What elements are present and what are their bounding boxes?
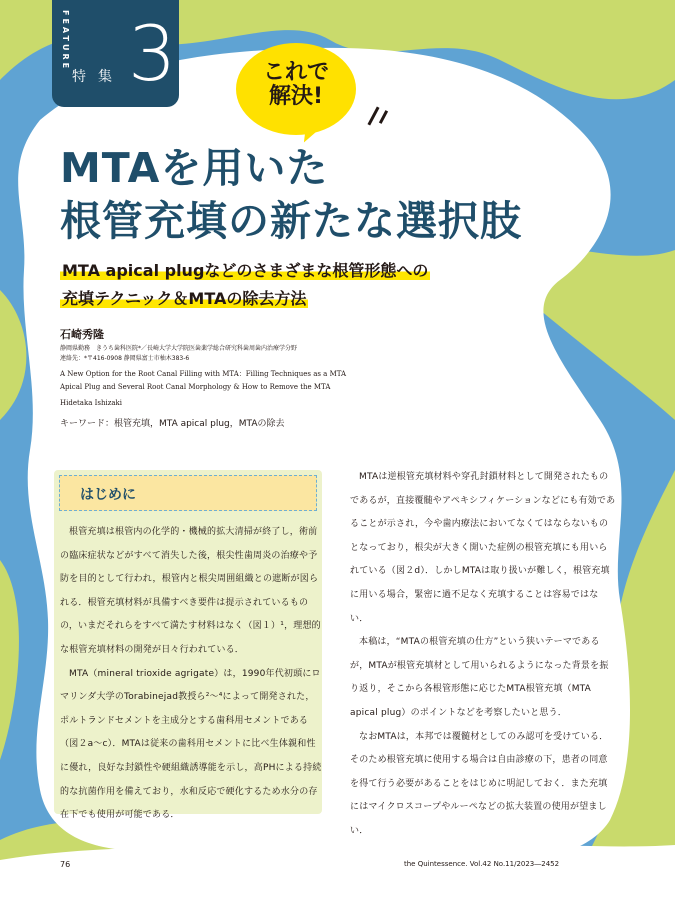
paragraph bbox=[350, 726, 616, 844]
subtitle-text-1: MTA apical plugなどのさまざまな根管形態への bbox=[62, 261, 429, 280]
paragraph-text: 根管充填は根管内の化学的・機械的拡大清掃が終了し，術前の臨床症状などがすべて消失した後，根尖性歯周炎の治療や予防を目的として行われ，根管内と根尖周囲組織との遮断が図られる．根管充填材料が具備すべき要件は提示されているものの，いまだそれらをすべて満たす材料はなく（図１）¹，理想的な根管充填材料の開発が日々行われている． bbox=[60, 527, 321, 655]
right-column-text bbox=[350, 466, 616, 844]
paragraph bbox=[60, 521, 322, 663]
paragraph-text: なおMTAは，本邦では覆髄材としてのみ認可を受けている．そのため根管充填に使用する場合は自由診療の下，患者の同意を得て行う必要があることをはじめに明記しておく．また充填にはマイクロスコープやルーペなどの拡大装置の使用が望ましい． bbox=[350, 731, 609, 836]
subtitle-line-1 bbox=[60, 258, 430, 281]
author-contact: 連絡先：*〒416-0908 静岡県富士市柚木383-6 bbox=[60, 355, 190, 362]
english-title-line-2: Apical Plug and Several Root Canal Morphology & How to Remove the MTA bbox=[60, 383, 331, 391]
paragraph bbox=[350, 466, 616, 631]
paragraph bbox=[60, 663, 322, 828]
journal-citation: the Quintessence. Vol.42 No.11/2023―2452 bbox=[404, 860, 560, 868]
paragraph-text: MTA（mineral trioxide agrigate）は，1990年代初頭にロマリンダ大学のTorabinejad教授ら²〜⁴によって開発された，ポルトランドセメントを主成分とする歯科用セメントである（図２a〜c）．MTAは従来の歯科用セメントに比べ生体親和性に優れ，良好な封鎖性や硬組織誘導能を示し，高PHによる持続的な抗菌作用を備えており，水和反応で硬化するため水分の存在下でも使用が可能である． bbox=[60, 668, 322, 821]
feature-tab bbox=[52, 0, 179, 107]
feature-label: FEATURE bbox=[61, 10, 70, 72]
english-title bbox=[60, 368, 346, 394]
english-title-line-1: A New Option for the Root Canal Filling with MTA：Filling Techniques as a MTA bbox=[60, 370, 347, 378]
page-number: 76 bbox=[60, 860, 71, 869]
paragraph-text: MTAは逆根管充填材料や穿孔封鎖材料として開発されたものであるが，直接覆髄やアペキシフィケーションなどにも有効であることが示され，今や歯内療法においてなくてはならないものとなっており，根尖が大きく開いた症例の根管充填にも用いられている（図２d）．しかしMTAは取り扱いが難しく，根管充填に用いる場合，緊密に過不足なく充填することは容易ではない． bbox=[350, 472, 616, 624]
feature-tokushu: 特集 bbox=[72, 69, 124, 85]
intro-text bbox=[60, 521, 322, 828]
intro-heading-box bbox=[59, 475, 317, 511]
subtitle-line-2 bbox=[60, 286, 308, 309]
subtitle-text-2: 充填テクニック＆MTAの除去方法 bbox=[62, 289, 307, 308]
speech-bubble bbox=[236, 43, 356, 135]
page-title-line-1: MTAを用いた bbox=[60, 144, 329, 192]
paragraph bbox=[350, 631, 616, 725]
bubble-line-1: これで bbox=[262, 60, 329, 85]
page-title-line-2: 根管充填の新たな選択肢 bbox=[60, 197, 522, 245]
paragraph-text: 本稿は，“MTAの根管充填の仕方”という狭いテーマであるが，MTAが根管充填材として用いられるようになった背景を振り返り，そこから各根管形態に応じたMTA根管充填（MTA apical plug）のポイントなどを考察したいと思う． bbox=[350, 637, 609, 718]
feature-number: 3 bbox=[128, 9, 177, 98]
keywords: キーワード：根管充填，MTA apical plug，MTAの除去 bbox=[60, 419, 285, 429]
intro-heading: はじめに bbox=[80, 487, 136, 503]
author-affiliation-block bbox=[60, 344, 297, 364]
bubble-line-2: 解決! bbox=[268, 84, 324, 109]
author-affiliation: 静岡県勤務 きうち歯科医院*／長崎大学大学院医歯薬学総合研究科歯周歯内治療学分野 bbox=[60, 345, 298, 352]
english-author-name: Hidetaka Ishizaki bbox=[60, 399, 123, 407]
author-name: 石崎秀隆 bbox=[60, 328, 104, 341]
